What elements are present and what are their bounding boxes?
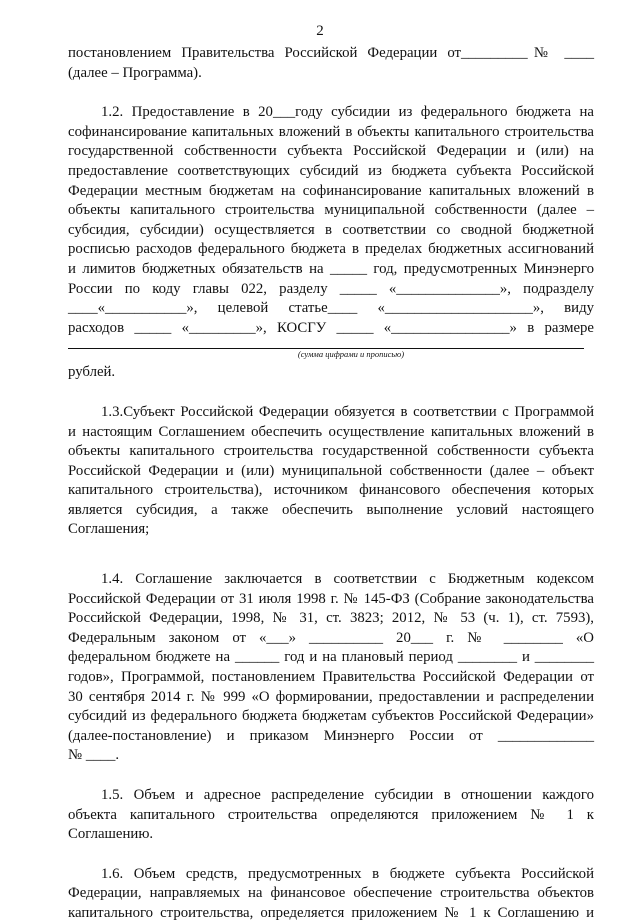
- text-line: Соглашения;: [68, 521, 150, 538]
- text-line: капитального строительства), источником финансового обеспечения которых: [68, 482, 594, 499]
- paragraph-intro: [68, 44, 594, 83]
- text-line: России по коду главы 022, разделу _____ «______________», подразделу: [68, 280, 594, 297]
- text-line: Федеральным законом от «___» __________ 20___ г. № ________ «О: [68, 629, 594, 646]
- paragraph-1-3: [68, 403, 594, 540]
- page-number: 2: [316, 23, 324, 39]
- text-line: расходов _____ «_________», КОСГУ _____ «________________» в размере: [68, 319, 594, 336]
- text-line: Российской Федерации и (или) муниципальной собственности (далее – объект: [68, 462, 594, 479]
- text-line: 1.6. Объем средств, предусмотренных в бюджете субъекта Российской: [101, 865, 594, 882]
- paragraph-1-5: [68, 786, 594, 845]
- document-body: [68, 44, 594, 924]
- text-line: субсидия, субсидии) осуществляется в соответствии со сводной бюджетной: [68, 221, 594, 238]
- sum-caption: (сумма цифрами и прописью): [297, 349, 405, 360]
- text-line: (далее – Программа).: [68, 64, 202, 81]
- text-line: росписью расходов федерального бюджета в пределах бюджетных ассигнований: [68, 241, 594, 258]
- text-line: является субсидия, а также обеспечить выполнение условий настоящего: [68, 501, 594, 518]
- text-line: предоставление соответствующих субсидий из бюджета субъекта Российской: [68, 162, 594, 179]
- text-line: 1.3.Субъект Российской Федерации обязуется в соответствии с Программой: [101, 403, 594, 420]
- text-line: субсидий из федерального бюджета бюджетам субъектов Российской Федерации»: [68, 708, 594, 725]
- text-line: объекты капитального строительства муниципальной собственности (далее –: [68, 202, 594, 219]
- text-line: 1.4. Соглашение заключается в соответствии с Бюджетным кодексом: [101, 571, 594, 588]
- text-line: федеральном бюджете на ______ год и на плановый период ________ и ________: [68, 649, 594, 666]
- text-line: годов», Программой, постановлением Правительства Российской Федерации от: [68, 669, 594, 686]
- text-line: Федерации, направляемых на финансовое обеспечение строительства объектов: [68, 885, 594, 902]
- text-line: и лимитов бюджетных обязательств на _____ год, предусмотренных Минэнерго: [68, 260, 594, 277]
- paragraph-1-4: [68, 570, 594, 766]
- text-line: 30 сентября 2014 г. № 999 «О формировании, предоставлении и распределении: [68, 688, 594, 705]
- text-line: капитального строительства, определяется приложением № 1 к Соглашению и: [68, 904, 594, 921]
- text-line: Российской Федерации от 31 июля 1998 г. № 145-ФЗ (Собрание законодательства: [68, 590, 594, 607]
- text-line: ____«___________», целевой статье____ «____________________», виду: [68, 300, 594, 317]
- paragraph-1-2: [68, 103, 594, 383]
- text-line: государственной собственности субъекта Российской Федерации и (или) на: [68, 143, 594, 160]
- text-line: Соглашению.: [68, 826, 154, 843]
- text-line: постановлением Правительства Российской Федерации от_________№ ____: [68, 45, 594, 61]
- text-line: объекты капитального строительства государственной собственности субъекта: [68, 443, 594, 460]
- text-line: Российской Федерации, 1998, № 31, ст. 3823; 2012, № 53 (ч. 1), ст. 7593),: [68, 610, 594, 627]
- text-line: софинансирование капитальных вложений в объекты капитального строительства: [68, 123, 594, 140]
- text-line: 1.5. Объем и адресное распределение субсидии в отношении каждого: [101, 787, 594, 803]
- text-line: и настоящим Соглашением обеспечить осуществление капитальных вложений в: [68, 423, 594, 440]
- text-line: № ____.: [68, 747, 120, 764]
- text-line: Федерации местным бюджетам на софинансирование капитальных вложений в: [68, 182, 594, 199]
- text-line: рублей.: [68, 364, 116, 381]
- text-line: 1.2. Предоставление в 20___году субсидии из федерального бюджета на: [101, 104, 594, 121]
- text-line: объекта капитального строительства определяются приложением № 1 к: [68, 806, 594, 823]
- text-line: (далее-постановление) и приказом Минэнерго России от _____________: [68, 727, 594, 744]
- paragraph-1-6: [68, 865, 594, 924]
